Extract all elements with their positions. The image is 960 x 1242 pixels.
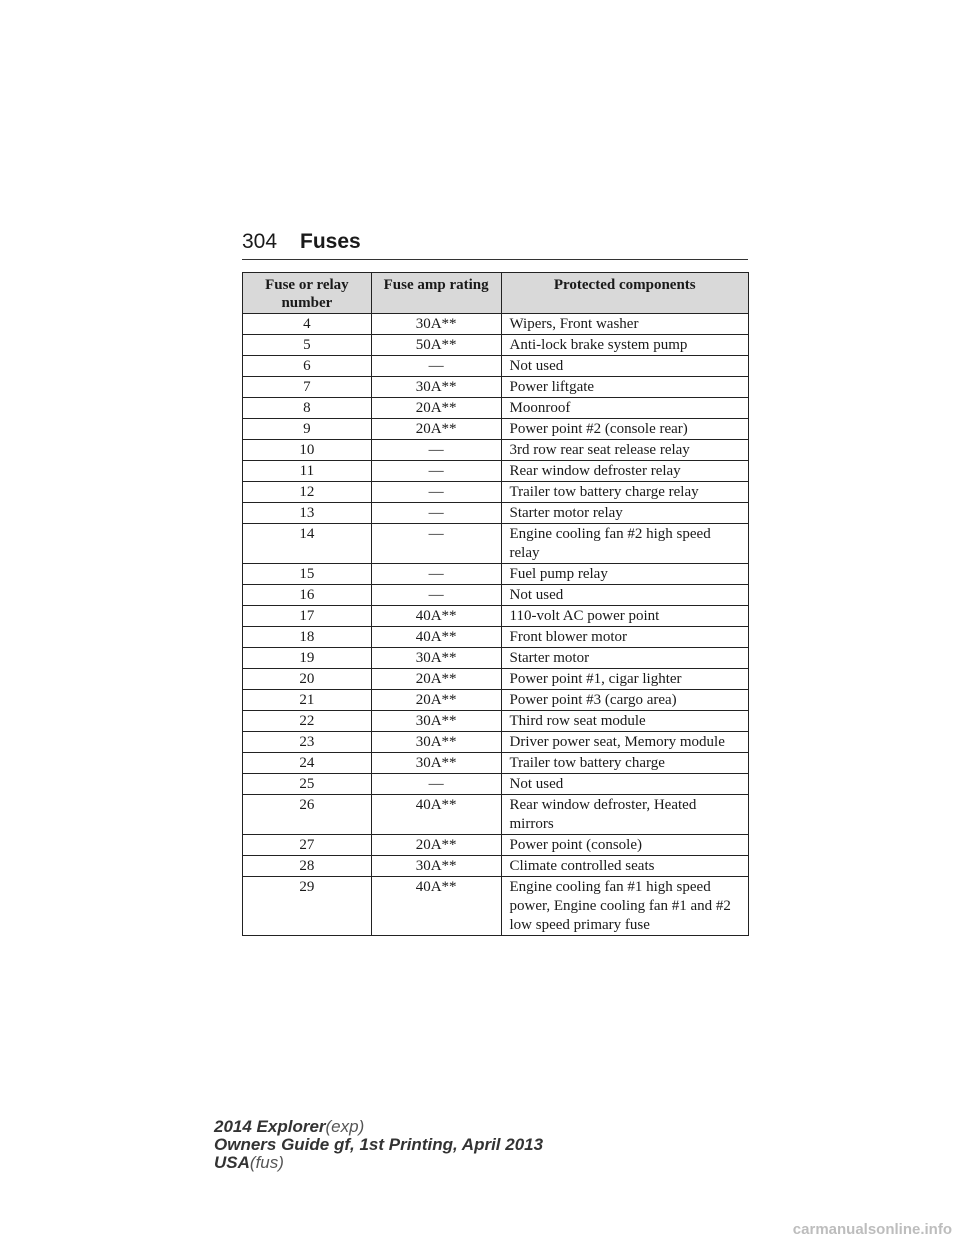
amp-rating-cell: 30A** [371,648,501,669]
components-cell: Trailer tow battery charge [501,753,749,774]
fuse-number-cell: 6 [243,356,372,377]
section-title: Fuses [300,230,361,253]
table-row [243,835,749,856]
table-row [243,753,749,774]
components-cell: Starter motor [501,648,749,669]
table-body [243,314,749,936]
fuse-number-cell: 19 [243,648,372,669]
components-cell: Wipers, Front washer [501,314,749,335]
watermark: carmanualsonline.info [792,1221,952,1238]
components-cell: Not used [501,356,749,377]
table-row [243,440,749,461]
table-row [243,648,749,669]
amp-rating-cell: 20A** [371,398,501,419]
table-row [243,690,749,711]
fuse-number-cell: 26 [243,795,372,835]
amp-rating-cell: 50A** [371,335,501,356]
amp-rating-cell: — [371,356,501,377]
amp-rating-cell: — [371,440,501,461]
amp-rating-cell: 20A** [371,690,501,711]
table-row [243,627,749,648]
fuse-number-cell: 11 [243,461,372,482]
components-cell: Power point #1, cigar lighter [501,669,749,690]
amp-rating-cell: — [371,585,501,606]
fuse-number-cell: 4 [243,314,372,335]
fuse-number-cell: 28 [243,856,372,877]
table-row [243,795,749,835]
amp-rating-cell: 40A** [371,795,501,835]
amp-rating-cell: — [371,503,501,524]
components-cell: 3rd row rear seat release relay [501,440,749,461]
fuse-number-cell: 20 [243,669,372,690]
amp-rating-cell: 40A** [371,627,501,648]
fuse-number-cell: 22 [243,711,372,732]
footer-model-code: (exp) [325,1117,365,1136]
components-cell: Not used [501,585,749,606]
amp-rating-cell: 30A** [371,732,501,753]
table-row [243,461,749,482]
amp-rating-cell: 30A** [371,711,501,732]
components-cell: Not used [501,774,749,795]
column-header-fuse-number: Fuse or relay number [243,273,372,314]
table-row [243,377,749,398]
components-cell: Trailer tow battery charge relay [501,482,749,503]
amp-rating-cell: 30A** [371,314,501,335]
footer-market-code: (fus) [249,1153,284,1172]
column-header-amp-rating: Fuse amp rating [371,273,501,314]
amp-rating-cell: — [371,524,501,564]
table-row [243,877,749,936]
fuse-number-cell: 18 [243,627,372,648]
amp-rating-cell: 20A** [371,419,501,440]
table-row [243,314,749,335]
components-cell: Power liftgate [501,377,749,398]
components-cell: Climate controlled seats [501,856,749,877]
table-row [243,711,749,732]
table-row [243,335,749,356]
amp-rating-cell: — [371,774,501,795]
table-row [243,585,749,606]
components-cell: Front blower motor [501,627,749,648]
components-cell: Driver power seat, Memory module [501,732,749,753]
fuse-number-cell: 23 [243,732,372,753]
amp-rating-cell: — [371,461,501,482]
table-row [243,669,749,690]
fuse-number-cell: 21 [243,690,372,711]
column-header-components: Protected components [501,273,749,314]
components-cell: Power point #3 (cargo area) [501,690,749,711]
footer-model: 2014 Explorer [214,1117,326,1136]
fuse-number-cell: 9 [243,419,372,440]
table-row [243,564,749,585]
components-cell: Engine cooling fan #2 high speed relay [501,524,749,564]
components-cell: Starter motor relay [501,503,749,524]
footer-line-3 [214,1154,543,1172]
fuse-number-cell: 29 [243,877,372,936]
amp-rating-cell: 20A** [371,835,501,856]
fuse-number-cell: 15 [243,564,372,585]
fuse-number-cell: 27 [243,835,372,856]
table-row [243,856,749,877]
amp-rating-cell: — [371,482,501,503]
table-row [243,774,749,795]
footer-line-1 [214,1118,543,1136]
table-row [243,398,749,419]
amp-rating-cell: 30A** [371,856,501,877]
fuse-number-cell: 12 [243,482,372,503]
table-row [243,419,749,440]
components-cell: Moonroof [501,398,749,419]
fuse-number-cell: 17 [243,606,372,627]
amp-rating-cell: — [371,564,501,585]
components-cell: Rear window defroster, Heated mirrors [501,795,749,835]
fuse-number-cell: 7 [243,377,372,398]
page-header [242,229,748,260]
table-row [243,524,749,564]
fuse-number-cell: 5 [243,335,372,356]
fuse-number-cell: 24 [243,753,372,774]
components-cell: Power point (console) [501,835,749,856]
footer [214,1118,543,1172]
fuse-number-cell: 16 [243,585,372,606]
fuse-table [242,272,749,936]
amp-rating-cell: 20A** [371,669,501,690]
components-cell: Rear window defroster relay [501,461,749,482]
fuse-number-cell: 14 [243,524,372,564]
fuse-number-cell: 10 [243,440,372,461]
footer-market: USA [214,1153,250,1172]
table-row [243,356,749,377]
footer-line-2: Owners Guide gf, 1st Printing, April 2013 [214,1135,544,1154]
table-row [243,503,749,524]
fuse-number-cell: 25 [243,774,372,795]
amp-rating-cell: 30A** [371,753,501,774]
amp-rating-cell: 40A** [371,877,501,936]
components-cell: Anti-lock brake system pump [501,335,749,356]
table-header-row [243,273,749,314]
table-row [243,732,749,753]
components-cell: Engine cooling fan #1 high speed power, Engine cooling fan #1 and #2 low speed primary fuse [501,877,749,936]
amp-rating-cell: 30A** [371,377,501,398]
table-row [243,606,749,627]
fuse-number-cell: 13 [243,503,372,524]
page-number: 304 [242,230,278,253]
components-cell: Fuel pump relay [501,564,749,585]
amp-rating-cell: 40A** [371,606,501,627]
components-cell: 110-volt AC power point [501,606,749,627]
fuse-number-cell: 8 [243,398,372,419]
components-cell: Power point #2 (console rear) [501,419,749,440]
table-row [243,482,749,503]
components-cell: Third row seat module [501,711,749,732]
